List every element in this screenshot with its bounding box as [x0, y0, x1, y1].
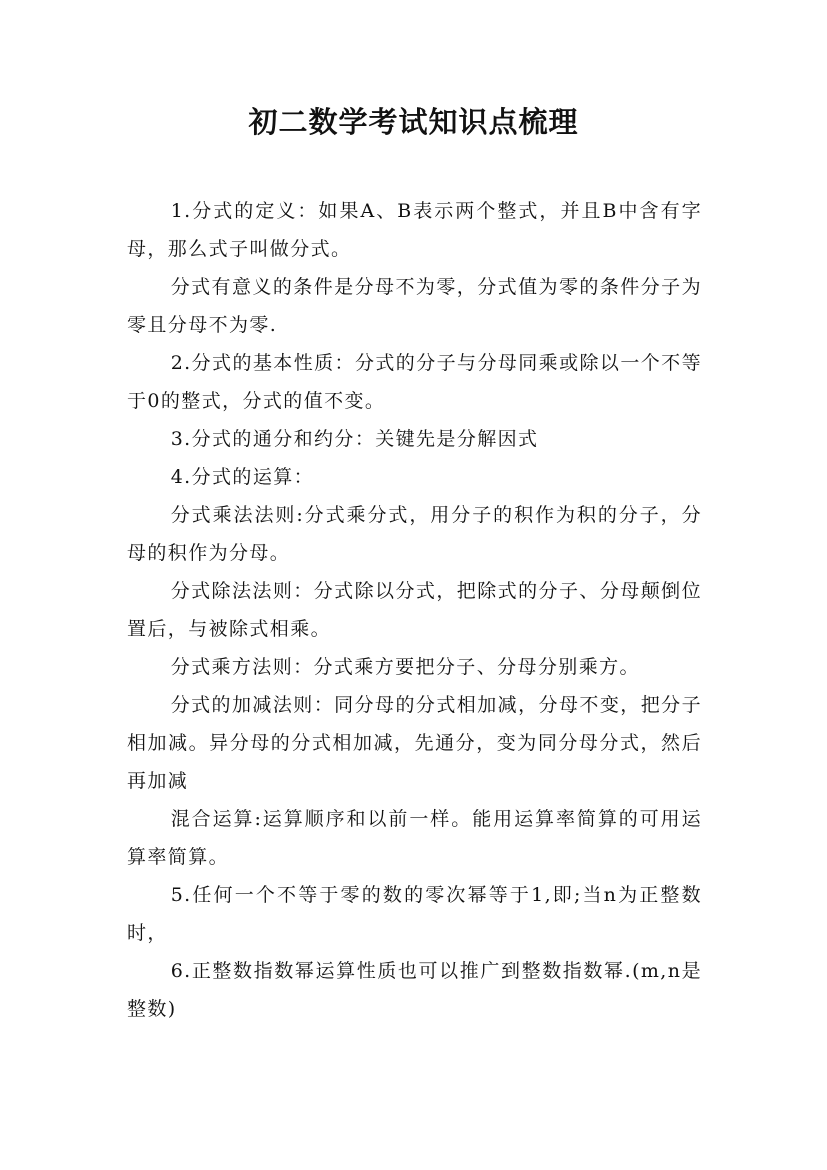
paragraph-mixed-operations: 混合运算:运算顺序和以前一样。能用运算率简算的可用运算率简算。: [127, 808, 702, 868]
paragraph-zero-exponent: 5.任何一个不等于零的数的零次幂等于1,即;当n为正整数时，: [127, 884, 702, 944]
paragraph-addition-rule: 分式的加减法则：同分母的分式相加减，分母不变，把分子相加减。异分母的分式相加减，先通分，变为同分母分式，然后再加减: [127, 694, 702, 792]
paragraph-integer-exponent: 6.正整数指数幂运算性质也可以推广到整数指数幂.(m,n是整数): [127, 960, 702, 1020]
paragraph-fraction-conditions: 分式有意义的条件是分母不为零，分式值为零的条件分子为零且分母不为零.: [127, 276, 702, 336]
paragraph-operations-heading: 4.分式的运算：: [170, 466, 315, 488]
paragraph-power-rule: 分式乘方法则：分式乘方要把分子、分母分别乘方。: [170, 656, 640, 678]
paragraph-multiplication-rule: 分式乘法法则:分式乘分式，用分子的积作为积的分子，分母的积作为分母。: [127, 504, 702, 564]
paragraph-fraction-definition: 1.分式的定义：如果A、B表示两个整式，并且B中含有字母，那么式子叫做分式。: [127, 200, 702, 260]
document-title: 初二数学考试知识点梳理: [248, 105, 579, 139]
paragraph-basic-property: 2.分式的基本性质：分式的分子与分母同乘或除以一个不等于0的整式，分式的值不变。: [127, 352, 702, 412]
paragraph-division-rule: 分式除法法则：分式除以分式，把除式的分子、分母颠倒位置后，与被除式相乘。: [127, 580, 702, 640]
document-body: [127, 192, 702, 1028]
paragraph-reduction: 3.分式的通分和约分：关键先是分解因式: [170, 428, 539, 450]
